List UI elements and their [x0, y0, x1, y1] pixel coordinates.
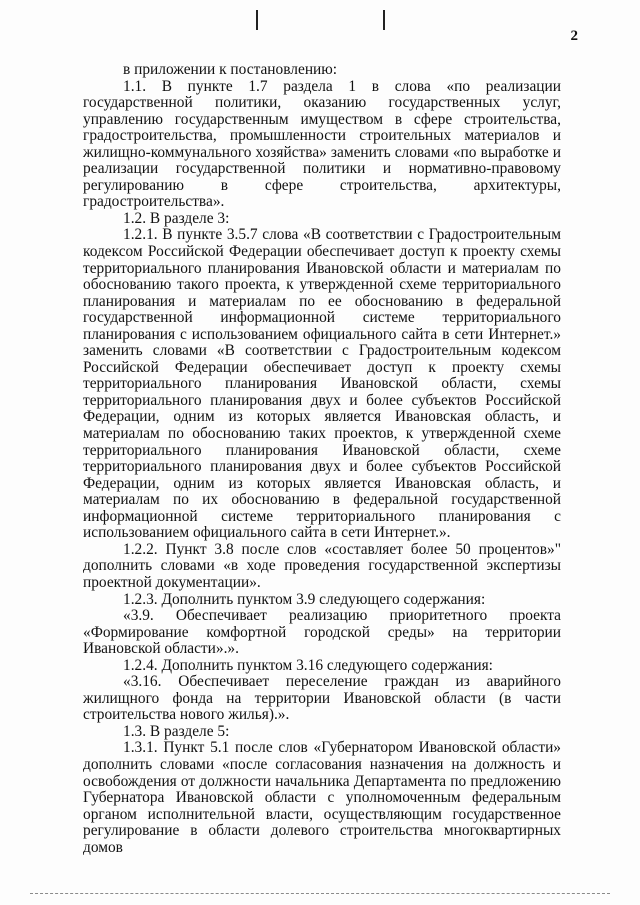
paragraph-1-2-2: 1.2.2. Пункт 3.8 после слов «составляет более 50 процентов»" дополнить словами «в ходе проведения государственной экспертизы проектной документации». — [83, 540, 561, 591]
page-number: 2 — [570, 28, 578, 44]
paragraph-1-2-4: 1.2.4. Дополнить пунктом 3.16 следующего содержания: — [123, 656, 493, 674]
scan-mark — [383, 10, 385, 30]
paragraph-1-2-1: 1.2.1. В пункте 3.5.7 слова «В соответствии с Градостроительным кодексом Российской Федерации обеспечивает доступ к проекту схемы территориального планирования Ивановской области и материалам по обоснованию такого проекта, к утвержденной схеме территориального планирования и материалам по ее обоснованию в федеральной государственной информационной системе территориального планирования с использованием официального сайта в сети Интернет.» заменить словами «В соответствии с Градостроительным кодексом Российской Федерации обеспечивает доступ к проекту схемы территориального планирования Ивановской области, схемы территориального планирования двух и более субъектов Российской Федерации, одним из которых является Ивановская область, и материалам по обоснованию таких проектов, к утвержденной схеме территориального планирования Ивановской области, схеме территориального планирования двух и более субъектов Российской Федерации, одним из которых является Ивановская область, и материалам по их обоснованию в федеральной государственной информационной системе территориального планирования с использованием официального сайта в сети Интернет.». — [83, 226, 561, 542]
scan-mark — [256, 10, 258, 30]
paragraph-3-16-quote: «3.16. Обеспечивает переселение граждан из аварийного жилищного фонда на территории Ивановской области (в части строительства нового жилья).». — [83, 673, 561, 724]
paragraph-1-2-3: 1.2.3. Дополнить пунктом 3.9 следующего содержания: — [123, 590, 486, 608]
paragraph-1-3: 1.3. В разделе 5: — [123, 722, 230, 740]
document-body — [83, 62, 561, 856]
paragraph-intro: в приложении к постановлению: — [123, 61, 338, 78]
page-bottom-edge — [30, 893, 610, 894]
paragraph-1-3-1: 1.3.1. Пункт 5.1 после слов «Губернатором Ивановской области» дополнить словами «после согласования назначения на должность и освобождения от должности начальника Департамента по предложению Губернатора Ивановской области с уполномоченным федеральным органом исполнительной власти, осуществляющим государственное регулирование в области долевого строительства многоквартирных домов — [83, 739, 561, 856]
paragraph-1-2: 1.2. В разделе 3: — [123, 209, 230, 227]
paragraph-1-1: 1.1. В пункте 1.7 раздела 1 в слова «по реализации государственной политики, оказанию государственных услуг, управлению государственным имуществом в сфере строительства, градостроительства, промышленности строительных материалов и жилищно-коммунального хозяйства» заменить словами «по выработке и реализации государственной политики и нормативно-правовому регулированию в сфере строительства, архитектуры, градостроительства». — [83, 77, 561, 211]
paragraph-3-9-quote: «3.9. Обеспечивает реализацию приоритетного проекта «Формирование комфортной городской среды» на территории Ивановской области».». — [83, 607, 561, 658]
